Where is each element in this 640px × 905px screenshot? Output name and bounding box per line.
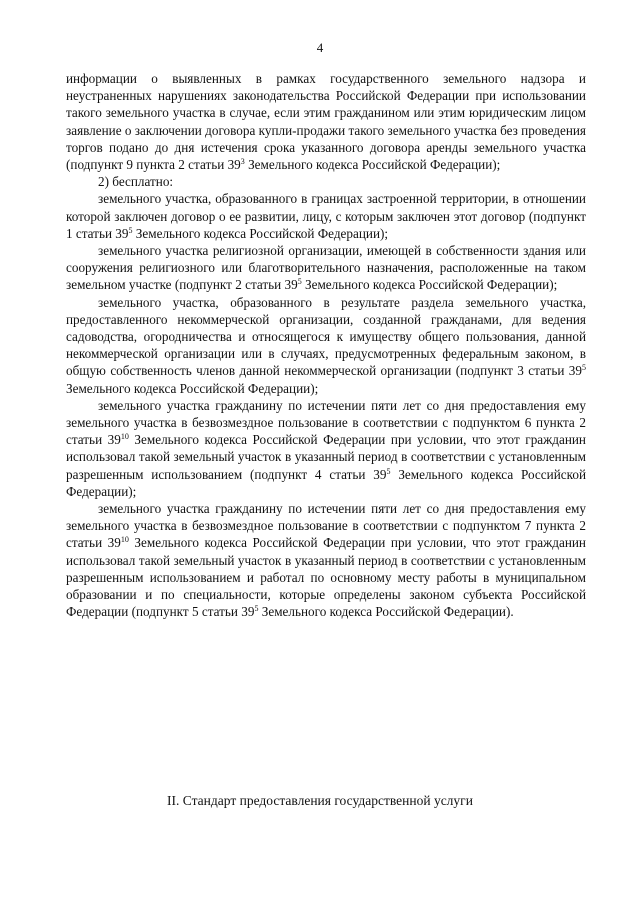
paragraph-item: [66, 500, 586, 620]
superscript: 5: [254, 604, 259, 614]
paragraph-item: [66, 190, 586, 242]
text: земельного участка, образованного в границах застроенной территории, в отношении которой заключен договор о ее развитии, лицу, с которым заключен этот договор (подпункт 1 статьи 39: [66, 191, 586, 241]
text: Земельного кодекса Российской Федерации);: [244, 157, 501, 173]
text: Земельного кодекса Российской Федерации);: [132, 225, 389, 241]
text: информации о выявленных в рамках государственного земельного надзора и неустраненных нарушениях законодательства Российской Федерации при использовании такого земельного участка в случае, если этим гражданином или этим юридическим лицом заявление о заключении договора купли-продажи такого земельного участка без проведения торгов подано до дня истечения срока указанного договора аренды земельного участка (подпункт 9 пункта 2 статьи 39: [66, 71, 586, 173]
text: Земельного кодекса Российской Федерации).: [258, 604, 514, 620]
text: Земельного кодекса Российской Федерации);: [66, 466, 586, 499]
superscript: 5: [582, 363, 586, 373]
text: Земельного кодекса Российской Федерации при условии, что этот гражданин использовал такой земельный участок в указанный период в соответствии с установленным разрешенным использованием (подпункт 4 статьи 39: [66, 432, 586, 482]
superscript: 10: [120, 432, 129, 442]
superscript: 5: [386, 466, 391, 476]
superscript: 5: [297, 277, 302, 287]
text: Земельного кодекса Российской Федерации при условии, что этот гражданин использовал такой земельный участок в указанный период в соответствии с установленным разрешенным использованием и работал по основному месту работы в муниципальном образовании и по специальности, которые определены законом субъекта Российской Федерации (подпункт 5 статьи 39: [66, 535, 586, 620]
page-number: 4: [316, 40, 324, 55]
text: 2) бесплатно:: [98, 174, 174, 190]
text: земельного участка, образованного в результате раздела земельного участка, предоставленного некоммерческой организации, созданной гражданами, для ведения садоводства, огородничества и относящегося к имуществу общего пользования, данной некоммерческой организации или в случаях, предусмотренных федеральным законом, в общую собственность членов данной некоммерческой организации (подпункт 3 статьи 39: [66, 294, 586, 379]
paragraph-item: [66, 294, 586, 397]
paragraph-free-heading: [66, 173, 586, 190]
paragraph-item: [66, 397, 586, 500]
superscript: 10: [120, 535, 129, 545]
document-body: [66, 70, 586, 621]
section-heading: II. Стандарт предоставления государственной услуги: [167, 793, 473, 808]
paragraph-continuation: [66, 70, 586, 173]
text: Земельного кодекса Российской Федерации);: [301, 277, 558, 293]
superscript: 5: [128, 225, 133, 235]
text: земельного участка гражданину по истечении пяти лет со дня предоставления ему земельного участка в безвозмездное пользование в соответствии с подпунктом 6 пункта 2 статьи 39: [66, 397, 586, 448]
text: земельного участка религиозной организации, имеющей в собственности здания или сооружения религиозного или благотворительного назначения, расположенные на таком земельном участке (подпункт 2 статьи 39: [66, 243, 586, 293]
superscript: 3: [240, 157, 245, 167]
text: Земельного кодекса Российской Федерации);: [66, 380, 319, 396]
text: земельного участка гражданину по истечении пяти лет со дня предоставления ему земельного участка в безвозмездное пользование в соответствии с подпунктом 7 пункта 2 статьи 39: [66, 501, 586, 551]
paragraph-item: [66, 242, 586, 294]
